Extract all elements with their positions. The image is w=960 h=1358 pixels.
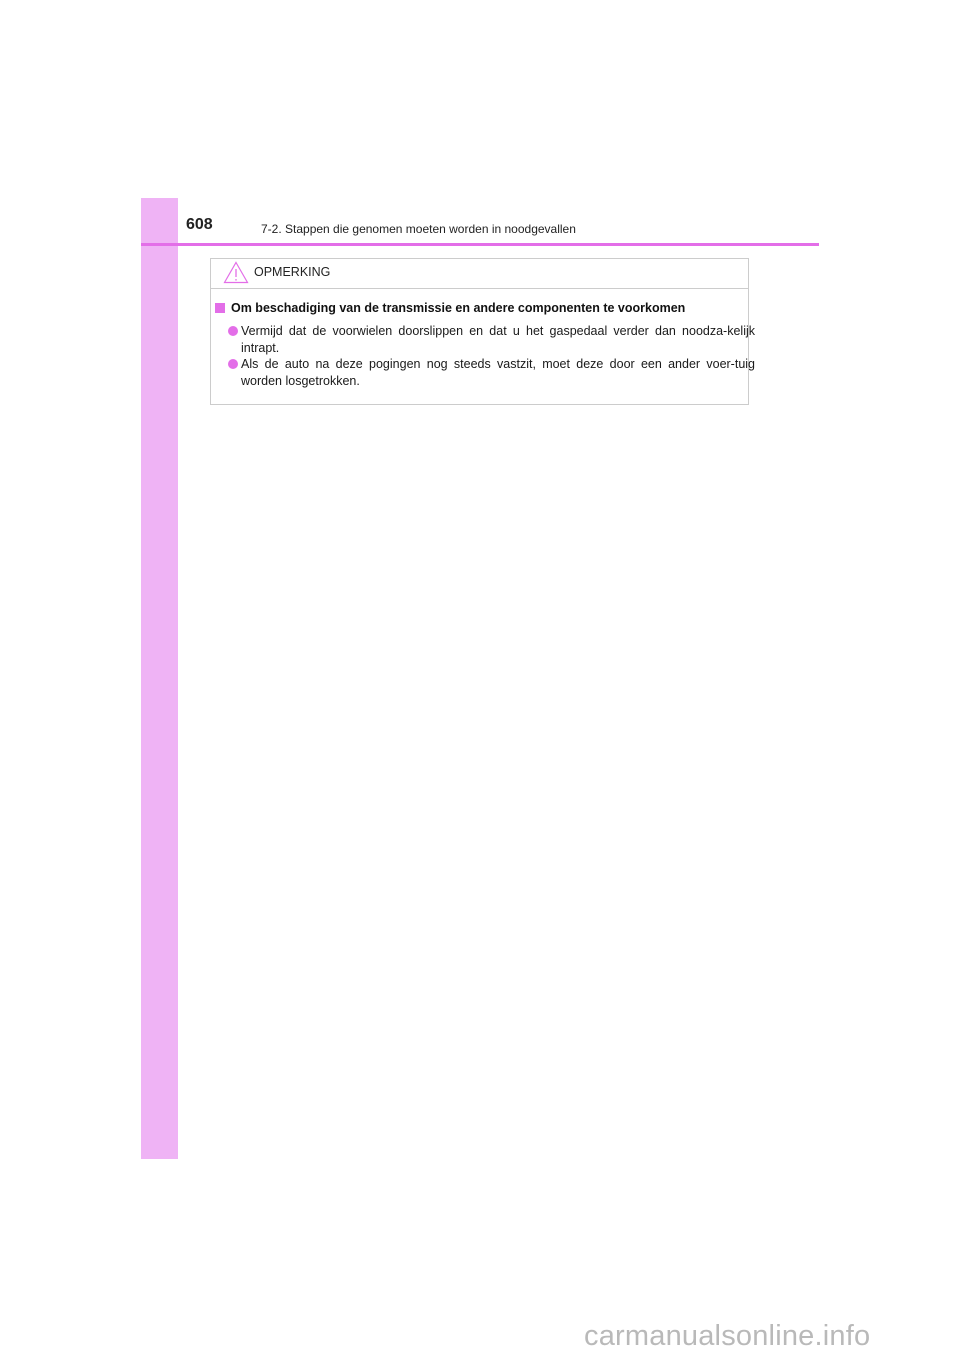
round-bullet-icon — [228, 326, 238, 336]
square-bullet-icon — [215, 303, 225, 313]
notice-header — [211, 259, 748, 289]
notice-box — [210, 258, 755, 405]
warning-triangle-icon — [223, 261, 249, 284]
round-bullet-icon — [228, 359, 238, 369]
list-item — [228, 356, 755, 390]
running-head: 7-2. Stappen die genomen moeten worden in noodgevallen — [261, 222, 576, 236]
header-rule — [141, 243, 819, 246]
list-item-text: Vermijd dat de voorwielen doorslippen en dat u het gaspedaal verder dan noodza-kelijk intrapt. — [241, 324, 755, 355]
chapter-side-band — [141, 198, 178, 1159]
list-item-text: Als de auto na deze pogingen nog steeds vastzit, moet deze door een ander voer-tuig worden losgetrokken. — [241, 357, 755, 388]
notice-title: OPMERKING — [254, 265, 331, 279]
watermark: carmanualsonline.info — [584, 1320, 871, 1352]
list-item — [228, 323, 755, 357]
section-heading-text: Om beschadiging van de transmissie en andere componenten te voorkomen — [231, 301, 686, 315]
page-number: 608 — [186, 216, 213, 233]
section-heading — [215, 301, 685, 315]
